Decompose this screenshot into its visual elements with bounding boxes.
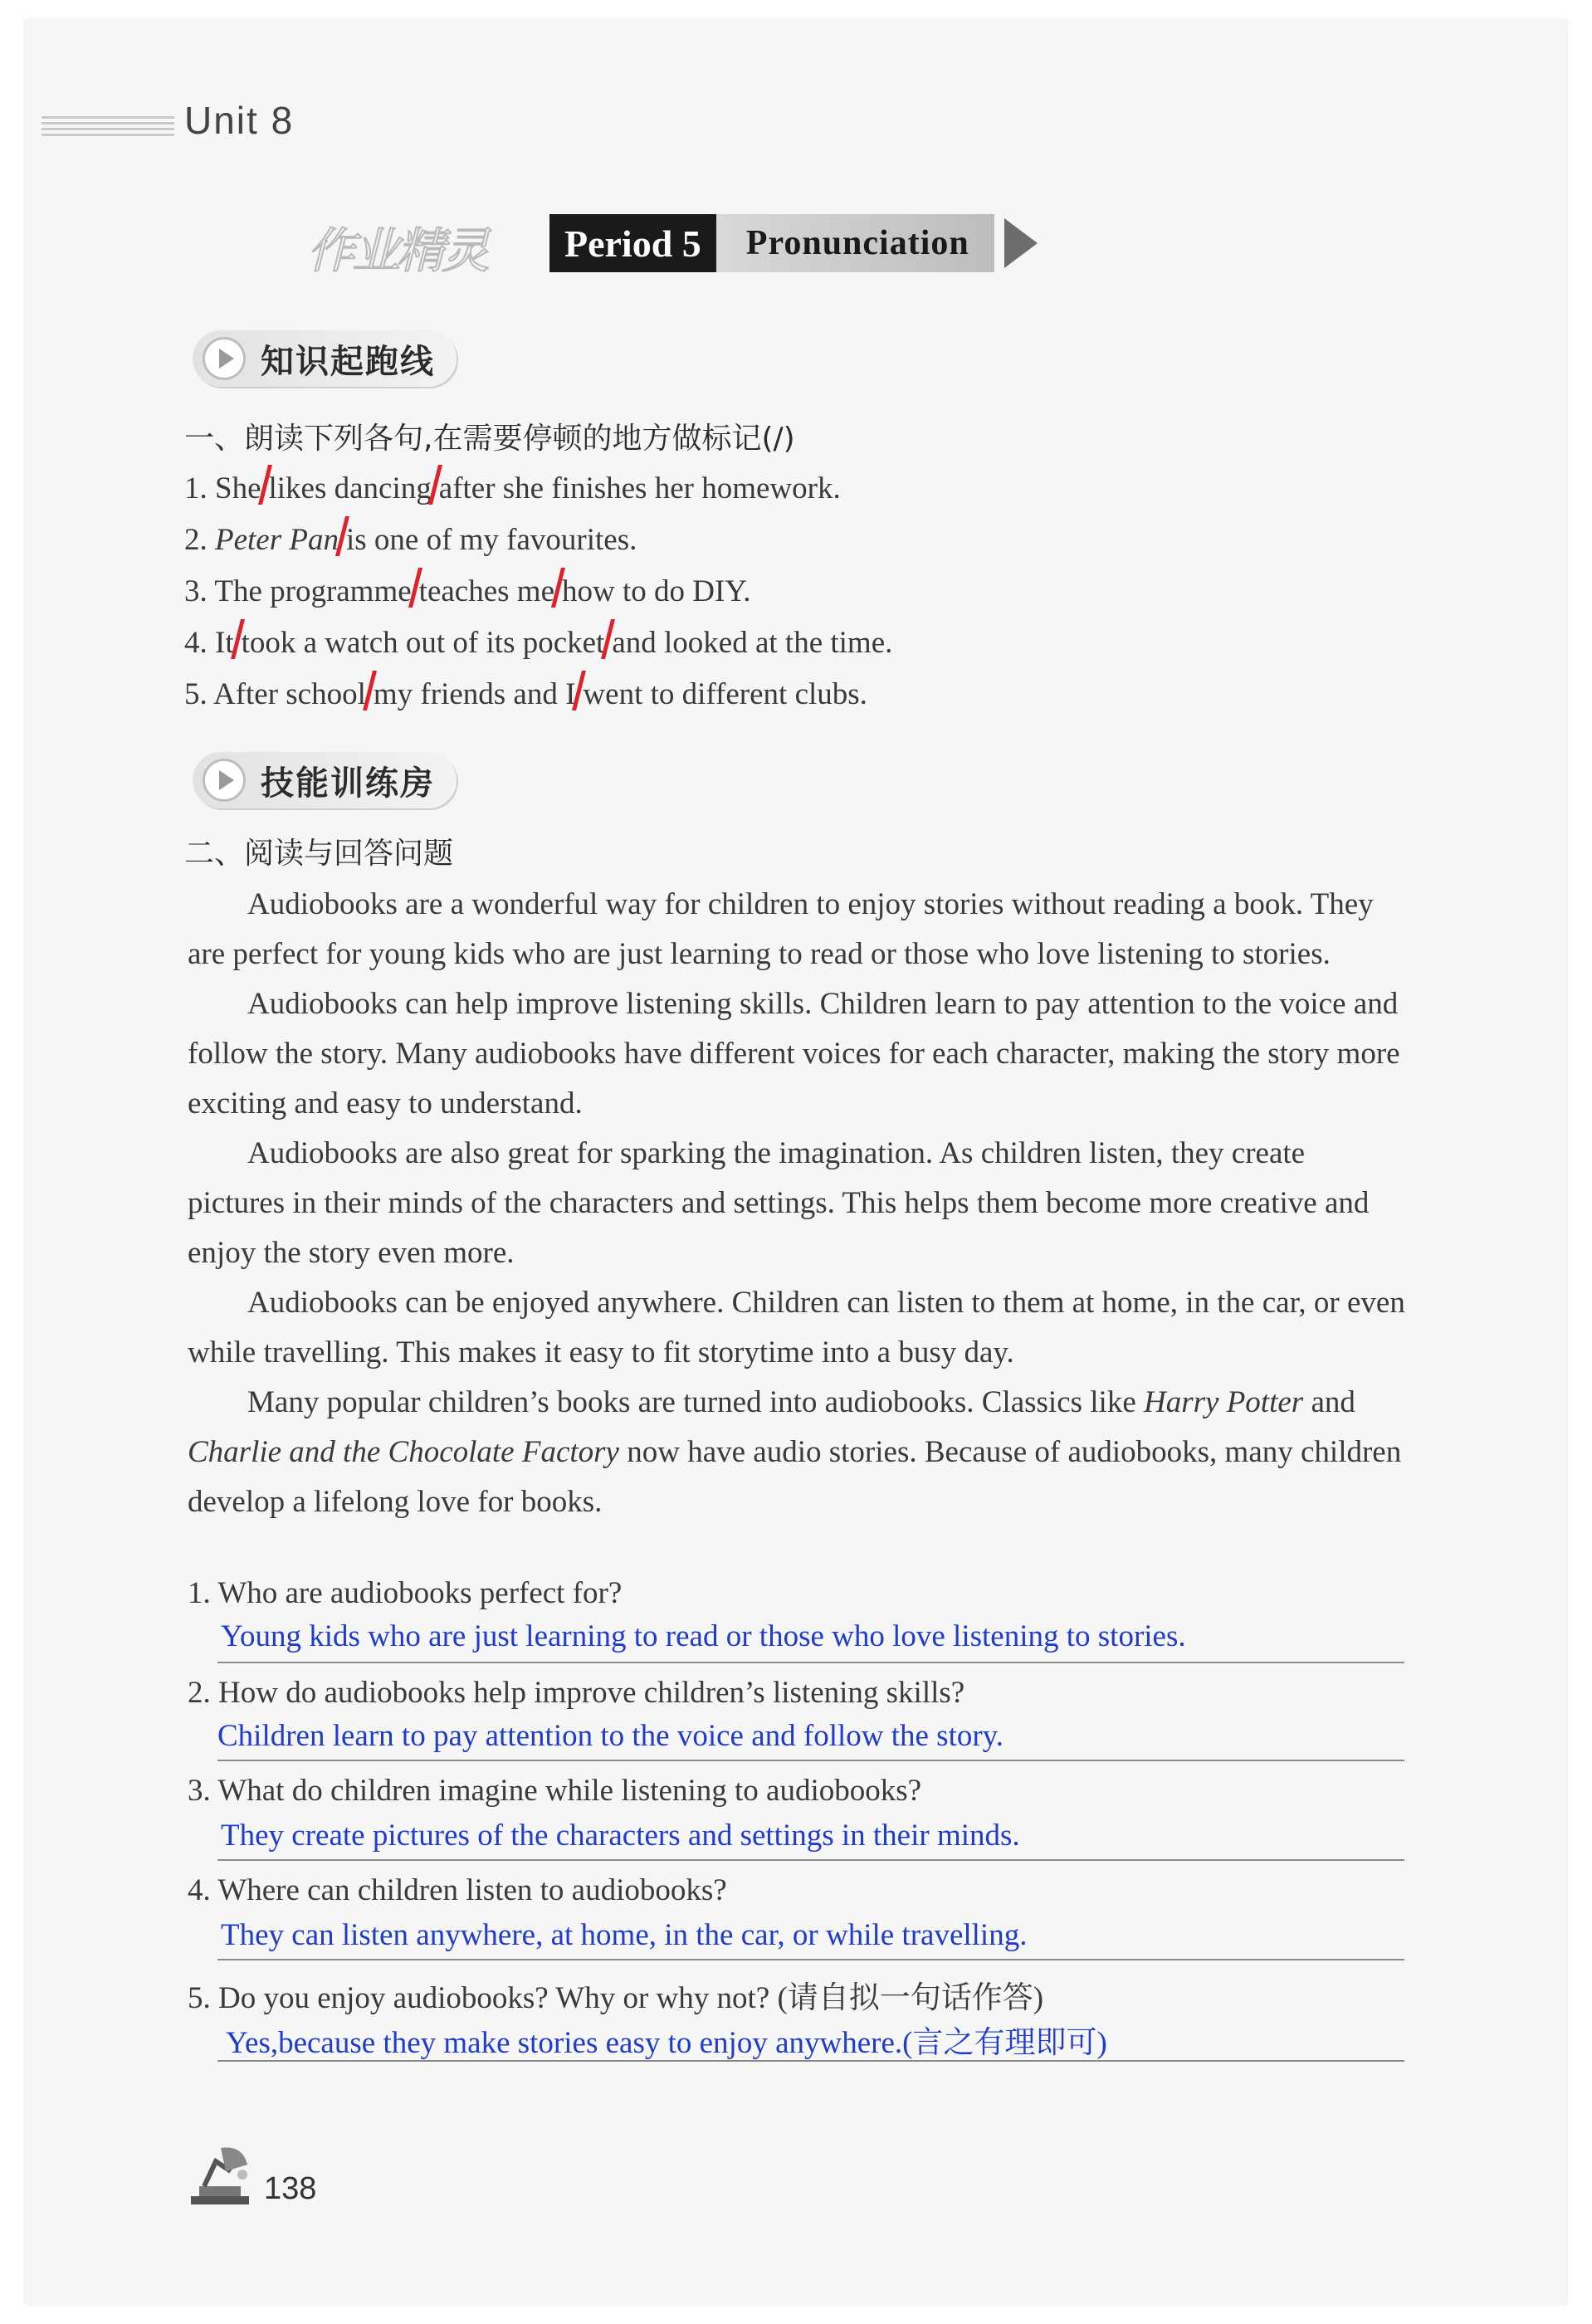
arrow-icon [1004,218,1038,268]
answer-line [217,1662,1404,1663]
sentence-1: 1. She likes dancing after she finishes her homework. [184,465,841,506]
reading-passage [188,880,1408,1527]
exercise-one-heading: 一、朗读下列各句,在需要停顿的地方做标记(/) [184,422,795,456]
sentence-4: 4. It took a watch out of its pocket and looked at the time. [184,619,892,661]
lamp-icon [188,2141,257,2208]
period-label: Period 5 [549,214,716,272]
unit-title: Unit 8 [184,99,295,142]
answer-2: Children learn to pay attention to the voice and follow the story. [217,1719,1004,1753]
sentence-3: 3. The programme teaches me how to do DIY. [184,568,751,609]
question-2: 2. How do audiobooks help improve children’s listening skills? [188,1676,965,1710]
answer-5: Yes,because they make stories easy to enjoy anywhere.(言之有理即可) [226,2026,1107,2060]
section-header-warmup [193,330,457,387]
paragraph: Audiobooks are also great for sparking the imagination. As children listen, they create pictures in their minds of the characters and settings. This helps them become more creative and enjoy the story even more. [188,1136,1370,1270]
section-title: 技能训练房 [261,764,435,803]
paragraph: Audiobooks can help improve listening skills. Children learn to pay attention to the voice and follow the story. Many audiobooks have different voices for each character, making the story more exciting and easy to understand. [188,987,1400,1120]
page-number: 138 [264,2171,317,2206]
period-banner [549,214,1038,272]
exercise-two-heading: 二、阅读与回答问题 [184,837,454,871]
answer-1: Young kids who are just learning to read or those who love listening to stories. [221,1619,1186,1653]
section-title: 知识起跑线 [261,342,435,381]
topic-label: Pronunciation [716,214,994,272]
question-1: 1. Who are audiobooks perfect for? [188,1576,623,1610]
question-3: 3. What do children imagine while listening to audiobooks? [188,1774,922,1808]
paragraph: Audiobooks are a wonderful way for children to enjoy stories without reading a book. They are perfect for young kids who are just learning to read or those who love listening to stories. [188,887,1374,971]
paragraph: Many popular children’s books are turned into audiobooks. Classics like Harry Potter and Charlie and the Chocolate Factory now have audio stories. Because of audiobooks, many children develop a lifelong love for books. [188,1385,1402,1519]
watermark-logo: 作业精灵 [307,222,487,279]
sentence-2: 2. Peter Pan is one of my favourites. [184,516,637,558]
sentence-5: 5. After school my friends and I went to different clubs. [184,671,867,712]
play-icon [203,337,246,380]
answer-line [217,1859,1404,1861]
answer-line [217,1760,1404,1761]
question-5: 5. Do you enjoy audiobooks? Why or why not? (请自拟一句话作答) [188,1981,1044,2015]
answer-line [217,2060,1404,2062]
header-decoration-lines [42,116,174,141]
answer-line [217,1959,1404,1960]
answer-4: They can listen anywhere, at home, in the car, or while travelling. [221,1918,1028,1952]
play-icon [203,759,246,802]
question-4: 4. Where can children listen to audiobooks? [188,1873,727,1907]
paragraph: Audiobooks can be enjoyed anywhere. Children can listen to them at home, in the car, or even while travelling. This makes it easy to fit storytime into a busy day. [188,1286,1405,1370]
section-header-skills [193,752,457,808]
answer-3: They create pictures of the characters and settings in their minds. [221,1819,1020,1853]
